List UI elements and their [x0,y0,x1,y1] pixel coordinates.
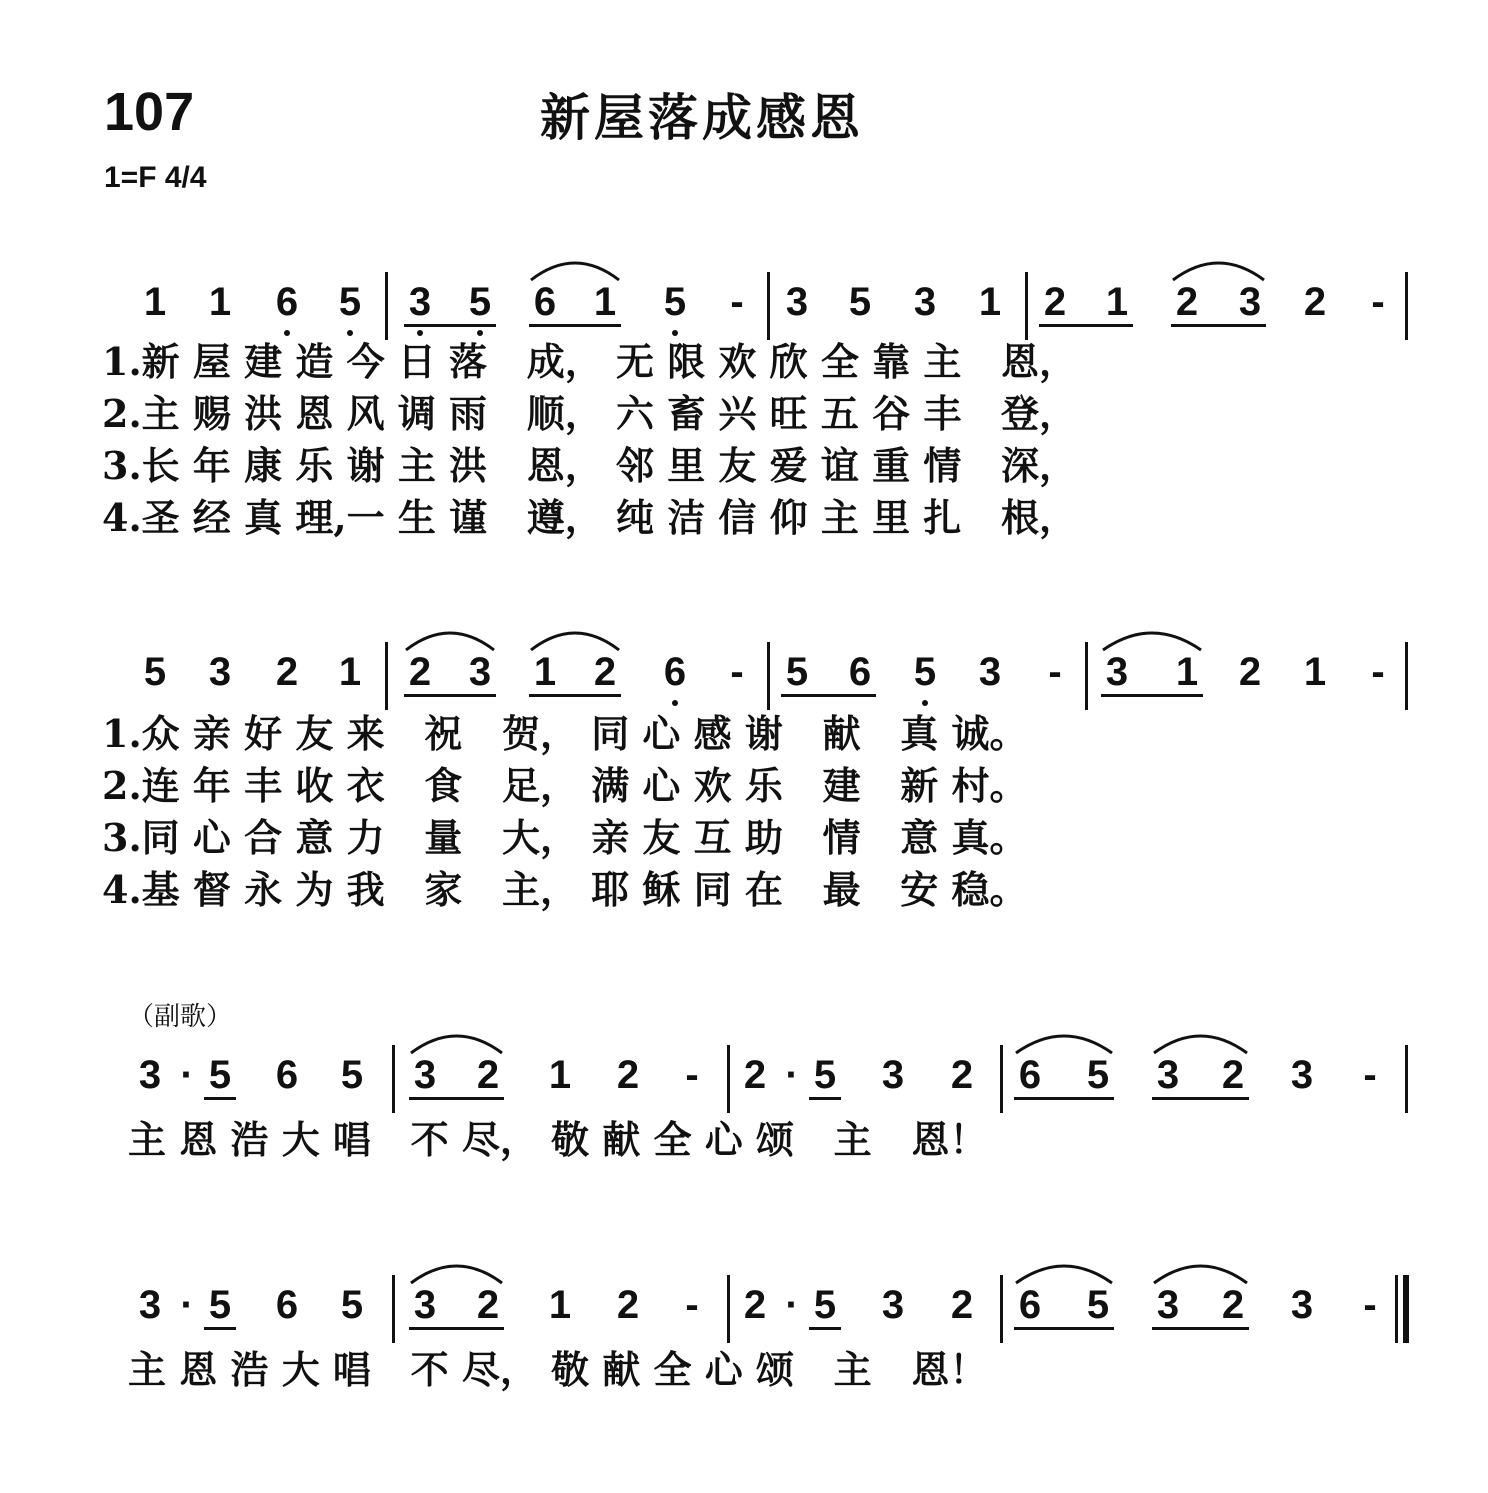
chorus-label: （副歌） [128,1002,233,1032]
note: 1 [1105,280,1129,324]
note: 5 [1086,1053,1110,1097]
sustain-dash: - [730,280,744,324]
beam-underline [809,1327,841,1330]
dot-extension: · [180,1053,194,1097]
note: 5 [338,280,362,324]
dot-extension: · [785,1283,799,1327]
beam-underline [1152,1327,1249,1330]
beam-underline [204,1097,236,1100]
note: 5 [1086,1283,1110,1327]
note: 3 [1105,650,1129,694]
note: 1 [978,280,1002,324]
beam-underline [1039,324,1133,327]
octave-dot-below [922,700,928,706]
lyric-line: 3.同 心 合 意 力 量 大， 亲 友 互 助 情 意 真。 [102,815,1028,860]
beam-underline [1171,324,1266,327]
note: 6 [275,1283,299,1327]
beam-underline [781,694,876,697]
lyric-line: 4.圣 经 真 理,一 生 谨 遵， 纯 洁 信 仰 主 里 扎 根， [102,495,1078,540]
note: 5 [785,650,809,694]
sustain-dash: - [685,1053,699,1097]
note: 3 [881,1283,905,1327]
note: 2 [1221,1283,1245,1327]
note: 6 [533,280,557,324]
barline [1025,272,1028,340]
barline [1405,642,1408,710]
note: 5 [813,1283,837,1327]
note: 2 [476,1053,500,1097]
note: 1 [533,650,557,694]
beam-underline [1014,1097,1114,1100]
note: 6 [663,650,687,694]
note: 3 [1290,1053,1314,1097]
note: 3 [881,1053,905,1097]
lyric-line: 主 恩 浩 大 唱 不 尽， 敬 献 全 心 颂 主 恩！ [128,1117,988,1162]
note: 2 [1303,280,1327,324]
note: 6 [275,280,299,324]
note: 2 [1238,650,1262,694]
note: 1 [208,280,232,324]
final-barline [1395,1275,1398,1343]
note: 1 [548,1053,572,1097]
slur [1016,1036,1112,1053]
hymn-title: 新屋落成感恩 [540,89,864,147]
beam-underline [809,1097,841,1100]
note: 2 [275,650,299,694]
note: 3 [138,1283,162,1327]
slur [531,633,619,650]
barline [1000,1045,1003,1113]
lyric-line: 2.主 赐 洪 恩 风 调 雨 顺， 六 畜 兴 旺 五 谷 丰 登， [102,391,1078,436]
octave-dot-below [672,330,678,336]
barline [1085,642,1088,710]
note: 2 [743,1283,767,1327]
barline [385,272,388,340]
note: 1 [1175,650,1199,694]
lyric-line: 主 恩 浩 大 唱 不 尽， 敬 献 全 心 颂 主 恩！ [128,1347,988,1392]
note: 3 [413,1283,437,1327]
note: 2 [950,1283,974,1327]
barline [392,1275,395,1343]
note: 2 [1043,280,1067,324]
note: 3 [1156,1053,1180,1097]
note: 3 [1290,1283,1314,1327]
note: 5 [208,1283,232,1327]
barline [767,642,770,710]
note: 5 [340,1283,364,1327]
beam-underline [1101,694,1203,697]
octave-dot-below [477,330,483,336]
beam-underline [529,324,621,327]
barline [767,272,770,340]
note: 3 [408,280,432,324]
note: 5 [813,1053,837,1097]
beam-underline [409,1097,504,1100]
lyric-line: 4.基 督 永 为 我 家 主， 耶 稣 同 在 最 安 稳。 [102,867,1028,912]
hymn-number: 107 [104,82,195,142]
note: 3 [138,1053,162,1097]
octave-dot-below [417,330,423,336]
sustain-dash: - [730,650,744,694]
slur [1103,633,1201,650]
slur [531,263,619,280]
sustain-dash: - [1048,650,1062,694]
note: 5 [340,1053,364,1097]
barline [385,642,388,710]
note: 2 [408,650,432,694]
note: 1 [548,1283,572,1327]
note: 5 [913,650,937,694]
note: 2 [743,1053,767,1097]
final-barline-thick [1403,1275,1409,1343]
note: 1 [593,280,617,324]
sustain-dash: - [685,1283,699,1327]
sustain-dash: - [1371,280,1385,324]
note: 5 [848,280,872,324]
octave-dot-below [672,700,678,706]
lyric-line: 3.长 年 康 乐 谢 主 洪 恩， 邻 里 友 爱 谊 重 情 深， [102,443,1078,488]
note: 2 [616,1283,640,1327]
dot-extension: · [180,1283,194,1327]
note: 3 [913,280,937,324]
sustain-dash: - [1363,1053,1377,1097]
beam-underline [409,1327,504,1330]
dot-extension: · [785,1053,799,1097]
note: 3 [1238,280,1262,324]
note: 5 [143,650,167,694]
note: 2 [950,1053,974,1097]
sustain-dash: - [1363,1283,1377,1327]
note: 3 [468,650,492,694]
slur [1154,1266,1247,1283]
slur [1173,263,1264,280]
slur [406,633,494,650]
note: 3 [978,650,1002,694]
note: 2 [476,1283,500,1327]
beam-underline [1152,1097,1249,1100]
slur [411,1266,502,1283]
note: 5 [468,280,492,324]
octave-dot-below [284,330,290,336]
slur [1016,1266,1112,1283]
note: 6 [848,650,872,694]
beam-underline [529,694,621,697]
beam-underline [404,324,496,327]
note: 5 [208,1053,232,1097]
barline [727,1045,730,1113]
note: 2 [616,1053,640,1097]
note: 1 [338,650,362,694]
barline [727,1275,730,1343]
note: 3 [1156,1283,1180,1327]
note: 1 [1303,650,1327,694]
note: 3 [208,650,232,694]
note: 2 [1221,1053,1245,1097]
beam-underline [1014,1327,1114,1330]
key-signature: 1=F 4/4 [104,161,207,194]
octave-dot-below [347,330,353,336]
barline [1000,1275,1003,1343]
note: 1 [143,280,167,324]
note: 3 [413,1053,437,1097]
note: 6 [275,1053,299,1097]
sustain-dash: - [1371,650,1385,694]
barline [1405,272,1408,340]
barline [392,1045,395,1113]
note: 2 [593,650,617,694]
lyric-line: 1.新 屋 建 造 今 日 落 成， 无 限 欢 欣 全 靠 主 恩， [102,339,1078,384]
note: 2 [1175,280,1199,324]
note: 3 [785,280,809,324]
beam-underline [404,694,496,697]
note: 5 [663,280,687,324]
slur [1154,1036,1247,1053]
lyric-line: 2.连 年 丰 收 衣 食 足， 满 心 欢 乐 建 新 村。 [102,763,1028,808]
note: 6 [1018,1053,1042,1097]
beam-underline [204,1327,236,1330]
barline [1405,1045,1408,1113]
slur [411,1036,502,1053]
lyric-line: 1.众 亲 好 友 来 祝 贺， 同 心 感 谢 献 真 诚。 [102,711,1028,756]
note: 6 [1018,1283,1042,1327]
